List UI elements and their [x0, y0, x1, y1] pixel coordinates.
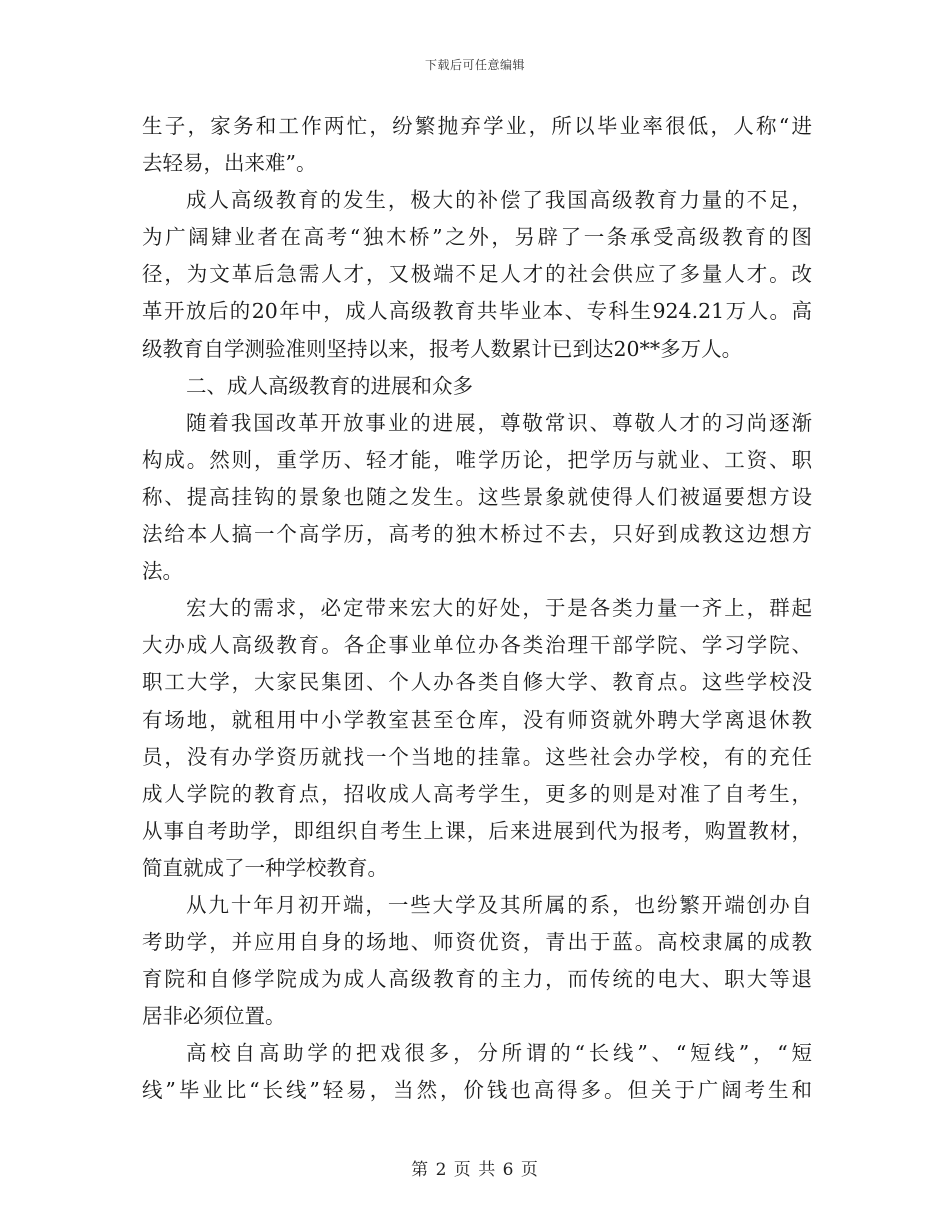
text-line: 简直就成了一种学校教育。 — [142, 855, 388, 880]
page-header-note: 下载后可任意编辑 — [424, 58, 525, 72]
text-line: 称、提高挂钩的景象也随之发生。这些景象就使得人们被逼要想方设 — [142, 484, 812, 509]
text-line: 为广阔肄业者在高考“独木桥”之外，另辟了一条承受高级教育的图 — [142, 225, 812, 250]
paragraph-start-line: 随着我国改革开放事业的进展，尊敬常识、尊敬人才的习尚逐渐 — [186, 410, 812, 435]
paragraph-start-line: 宏大的需求，必定带来宏大的好处，于是各类力量一齐上，群起 — [186, 596, 812, 621]
text-line: 级教育自学测验准则坚持以来，报考人数累计已到达20**多万人。 — [142, 336, 743, 361]
paragraph-start-line: 高校自高助学的把戏很多，分所谓的“长线”、“短线”，“短 — [186, 1041, 812, 1066]
text-line: 成人学院的教育点，招收成人高考学生，更多的则是对准了自考生， — [142, 781, 812, 806]
text-line: 从事自考助学，即组织自考生上课，后来进展到代为报考，购置教材， — [142, 818, 812, 843]
text-line: 去轻易，出来难”。 — [142, 151, 317, 176]
document-body — [142, 108, 812, 1110]
text-line: 大办成人高级教育。各企事业单位办各类治理干部学院、学习学院、 — [142, 633, 812, 658]
text-line: 革开放后的20年中，成人高级教育共毕业本、专科生924.21万人。高 — [142, 299, 812, 324]
text-line: 径，为文革后急需人才，又极端不足人才的社会供应了多量人才。改 — [142, 262, 812, 287]
paragraph-start-line: 从九十年月初开端，一些大学及其所属的系，也纷繁开端创办自 — [186, 892, 812, 917]
text-line: 线”毕业比“长线”轻易，当然，价钱也高得多。但关于广阔考生和 — [142, 1078, 812, 1103]
text-line: 有场地，就租用中小学教室甚至仓库，没有师资就外聘大学离退休教 — [142, 707, 812, 732]
text-line: 生子，家务和工作两忙，纷繁抛弃学业，所以毕业率很低，人称“进 — [142, 114, 812, 138]
text-line: 考助学，并应用自身的场地、师资优资，青出于蓝。高校隶属的成教 — [142, 930, 812, 955]
text-line: 居非必须位置。 — [142, 1004, 286, 1029]
page-number: 第 2 页 共 6 页 — [411, 1160, 539, 1180]
text-line: 员，没有办学资历就找一个当地的挂靠。这些社会办学校，有的充任 — [142, 744, 812, 769]
text-line: 法给本人搞一个高学历，高考的独木桥过不去，只好到成教这边想方 — [142, 522, 812, 547]
text-line: 构成。然则，重学历、轻才能，唯学历论，把学历与就业、工资、职 — [142, 447, 812, 472]
text-line: 职工大学，大家民集团、个人办各类自修大学、教育点。这些学校没 — [142, 670, 812, 695]
text-line: 育院和自修学院成为成人高级教育的主力，而传统的电大、职大等退 — [142, 967, 812, 992]
paragraph-start-line: 成人高级教育的发生，极大的补偿了我国高级教育力量的不足， — [186, 188, 812, 213]
section-heading: 二、成人高级教育的进展和众多 — [186, 373, 473, 398]
text-line: 法。 — [142, 559, 183, 584]
